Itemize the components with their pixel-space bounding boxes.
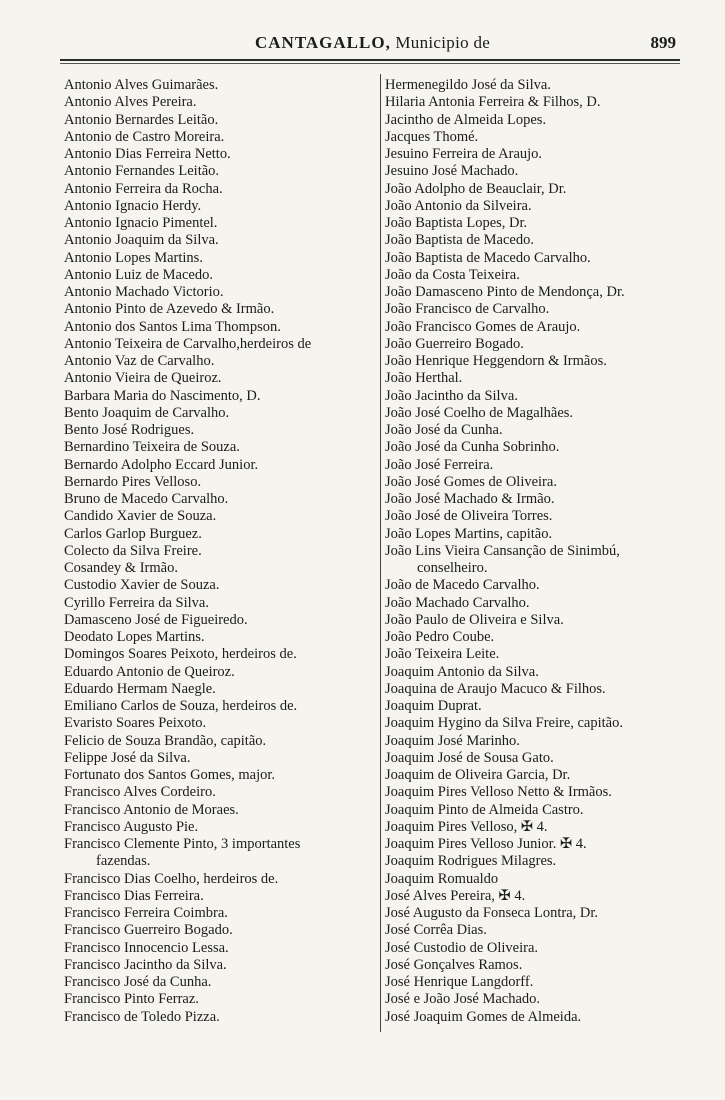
list-item: Eduardo Hermam Naegle.	[64, 680, 216, 697]
list-item: João Pedro Coube.	[385, 629, 495, 645]
list-item: Joaquim Pires Velloso, ✠ 4.	[385, 818, 548, 835]
list-item: Antonio Ignacio Pimentel.	[64, 215, 218, 231]
list-item: Jesuino José Machado.	[385, 163, 519, 180]
list-item: Colecto da Silva Freire.	[64, 542, 202, 559]
list-item: João José Machado & Irmão.	[385, 491, 555, 507]
list-item: João Adolpho de Beauclair, Dr.	[385, 180, 567, 197]
list-item: Cyrillo Ferreira da Silva.	[64, 594, 209, 611]
list-item: Emiliano Carlos de Souza, herdeiros de.	[64, 698, 298, 714]
list-item: João José Coelho de Magalhães.	[385, 404, 574, 421]
list-item: João Machado Carvalho.	[385, 594, 530, 611]
list-item: Deodato Lopes Martins.	[64, 629, 205, 645]
list-item: Joaquim José de Sousa Gato.	[385, 749, 554, 766]
list-item: Joaquim Duprat.	[385, 698, 482, 714]
list-item: Antonio de Castro Moreira.	[64, 128, 225, 145]
list-item: João José da Cunha.	[385, 422, 503, 438]
list-item: João Francisco de Carvalho.	[385, 301, 550, 318]
list-item: João Francisco Gomes de Araujo.	[385, 318, 581, 335]
list-item: João Henrique Heggendorn & Irmãos.	[385, 353, 607, 369]
list-item: João Baptista de Macedo Carvalho.	[385, 249, 591, 266]
list-item: Antonio Lopes Martins.	[64, 249, 203, 266]
list-item: Antonio Fernandes Leitão.	[64, 163, 220, 180]
list-item: Joaquim Pires Velloso Junior. ✠ 4.	[385, 836, 587, 852]
running-header	[60, 33, 680, 57]
list-item: João José de Oliveira Torres.	[385, 508, 553, 525]
list-item: Joaquim Pinto de Almeida Castro.	[385, 801, 584, 818]
list-item: José Joaquim Gomes de Almeida.	[385, 1008, 582, 1025]
list-item: José Augusto da Fonseca Lontra, Dr.	[385, 905, 599, 921]
list-item: João Lins Vieira Cansanção de Sinimbú,	[385, 542, 620, 559]
list-item: João de Macedo Carvalho.	[385, 577, 540, 594]
list-item: José Alves Pereira, ✠ 4.	[385, 887, 526, 904]
list-item: João José Gomes de Oliveira.	[385, 473, 557, 490]
list-item: Evaristo Soares Peixoto.	[64, 715, 207, 732]
list-item: Francisco Guerreiro Bogado.	[64, 922, 233, 939]
title-rest: Municipio de	[390, 33, 491, 52]
list-item: João Jacintho da Silva.	[385, 387, 518, 404]
list-item: Bernardino Teixeira de Souza.	[64, 439, 240, 456]
list-item: João Antonio da Silveira.	[385, 197, 532, 214]
list-item: Francisco Jacintho da Silva.	[64, 956, 227, 973]
list-item: Antonio Vaz de Carvalho.	[64, 353, 215, 369]
list-item: Francisco Clemente Pinto, 3 importantes	[64, 836, 301, 852]
list-item: Francisco de Toledo Pizza.	[64, 1008, 220, 1025]
header-rule	[60, 59, 680, 61]
list-item: Bernardo Adolpho Eccard Junior.	[64, 456, 259, 473]
list-item: Bruno de Macedo Carvalho.	[64, 491, 229, 507]
list-item: José Custodio de Oliveira.	[385, 939, 539, 956]
list-item: João José da Cunha Sobrinho.	[385, 439, 560, 456]
list-item: Cosandey & Irmão.	[64, 560, 178, 576]
list-item: Jacintho de Almeida Lopes.	[385, 111, 547, 128]
list-item: Joaquina de Araujo Macuco & Filhos.	[385, 680, 606, 697]
column-divider	[380, 74, 381, 1032]
list-item: João Paulo de Oliveira e Silva.	[385, 611, 564, 628]
list-item: Damasceno José de Figueiredo.	[64, 611, 248, 628]
list-item: Candido Xavier de Souza.	[64, 508, 217, 525]
place-name: CANTAGALLO,	[255, 33, 391, 52]
list-item: Bento Joaquim de Carvalho.	[64, 404, 230, 421]
list-item: Joaquim Pires Velloso Netto & Irmãos.	[385, 784, 612, 801]
list-item: Joaquim Romualdo	[385, 870, 499, 887]
list-item: Antonio Ignacio Herdy.	[64, 197, 202, 214]
list-item: Francisco Antonio de Moraes.	[64, 801, 239, 818]
list-item: João Lopes Martins, capitão.	[385, 525, 553, 542]
list-item: Jesuino Ferreira de Araujo.	[385, 146, 543, 162]
list-item: Hilaria Antonia Ferreira & Filhos, D.	[385, 94, 601, 111]
list-item: Joaquim Antonio da Silva.	[385, 663, 539, 680]
right-column	[385, 77, 703, 1026]
list-item: Hermenegildo José da Silva.	[385, 77, 551, 93]
list-item: Francisco Ferreira Coimbra.	[64, 905, 228, 921]
list-item: José Corrêa Dias.	[385, 922, 487, 939]
list-item: Antonio Alves Pereira.	[64, 94, 197, 111]
list-item: João Damasceno Pinto de Mendonça, Dr.	[385, 284, 625, 300]
list-item: João da Costa Teixeira.	[385, 266, 520, 283]
list-item: Jacques Thomé.	[385, 128, 479, 145]
list-item: Antonio Dias Ferreira Netto.	[64, 146, 231, 162]
list-item: Francisco José da Cunha.	[64, 974, 212, 990]
page-number: 899	[650, 33, 676, 52]
list-item: José e João José Machado.	[385, 991, 541, 1008]
list-item: Antonio Vieira de Queiroz.	[64, 370, 222, 387]
list-item: Carlos Garlop Burguez.	[64, 525, 202, 542]
list-item: Antonio Luiz de Macedo.	[64, 266, 213, 283]
list-item: Bernardo Pires Velloso.	[64, 473, 202, 490]
list-item: João Guerreiro Bogado.	[385, 335, 524, 352]
list-item: Custodio Xavier de Souza.	[64, 577, 220, 594]
header-rule-thin	[60, 63, 680, 64]
list-item: Fortunato dos Santos Gomes, major.	[64, 767, 276, 783]
list-item: Antonio dos Santos Lima Thompson.	[64, 318, 281, 335]
list-item: Antonio Machado Victorio.	[64, 284, 224, 300]
list-item: Francisco Dias Ferreira.	[64, 887, 204, 904]
list-item: Joaquim Hygino da Silva Freire, capitão.	[385, 715, 623, 732]
list-item: Francisco Augusto Pie.	[64, 818, 199, 835]
list-item: João Baptista Lopes, Dr.	[385, 215, 528, 231]
list-item: Francisco Alves Cordeiro.	[64, 784, 216, 801]
list-item: Joaquim de Oliveira Garcia, Dr.	[385, 767, 571, 783]
list-item: Bento José Rodrigues.	[64, 422, 195, 438]
list-item: Antonio Teixeira de Carvalho,herdeiros de	[64, 335, 312, 352]
list-item: João Teixeira Leite.	[385, 646, 500, 663]
list-item: Domingos Soares Peixoto, herdeiros de.	[64, 646, 297, 663]
left-column	[64, 77, 377, 1026]
list-item: José Henrique Langdorff.	[385, 974, 534, 990]
list-item: fazendas.	[96, 853, 151, 870]
list-item: Joaquim Rodrigues Milagres.	[385, 853, 557, 870]
list-item: João Baptista de Macedo.	[385, 232, 534, 249]
list-item: Antonio Joaquim da Silva.	[64, 232, 219, 249]
running-title	[255, 33, 490, 53]
list-item: Felicio de Souza Brandão, capitão.	[64, 732, 267, 749]
list-item: João José Ferreira.	[385, 456, 494, 473]
list-item: Felippe José da Silva.	[64, 749, 191, 766]
list-item: Eduardo Antonio de Queiroz.	[64, 663, 235, 680]
list-item: Francisco Innocencio Lessa.	[64, 939, 229, 956]
list-item: Antonio Bernardes Leitão.	[64, 111, 219, 128]
list-item: conselheiro.	[417, 560, 488, 576]
list-item: Francisco Pinto Ferraz.	[64, 991, 199, 1008]
list-item: Antonio Pinto de Azevedo & Irmão.	[64, 301, 275, 318]
list-item: Francisco Dias Coelho, herdeiros de.	[64, 870, 279, 887]
list-item: Barbara Maria do Nascimento, D.	[64, 387, 261, 404]
list-item: Joaquim José Marinho.	[385, 732, 520, 749]
list-item: Antonio Ferreira da Rocha.	[64, 180, 223, 197]
list-item: José Gonçalves Ramos.	[385, 956, 523, 973]
list-item: João Herthal.	[385, 370, 463, 387]
list-item: Antonio Alves Guimarães.	[64, 77, 219, 93]
